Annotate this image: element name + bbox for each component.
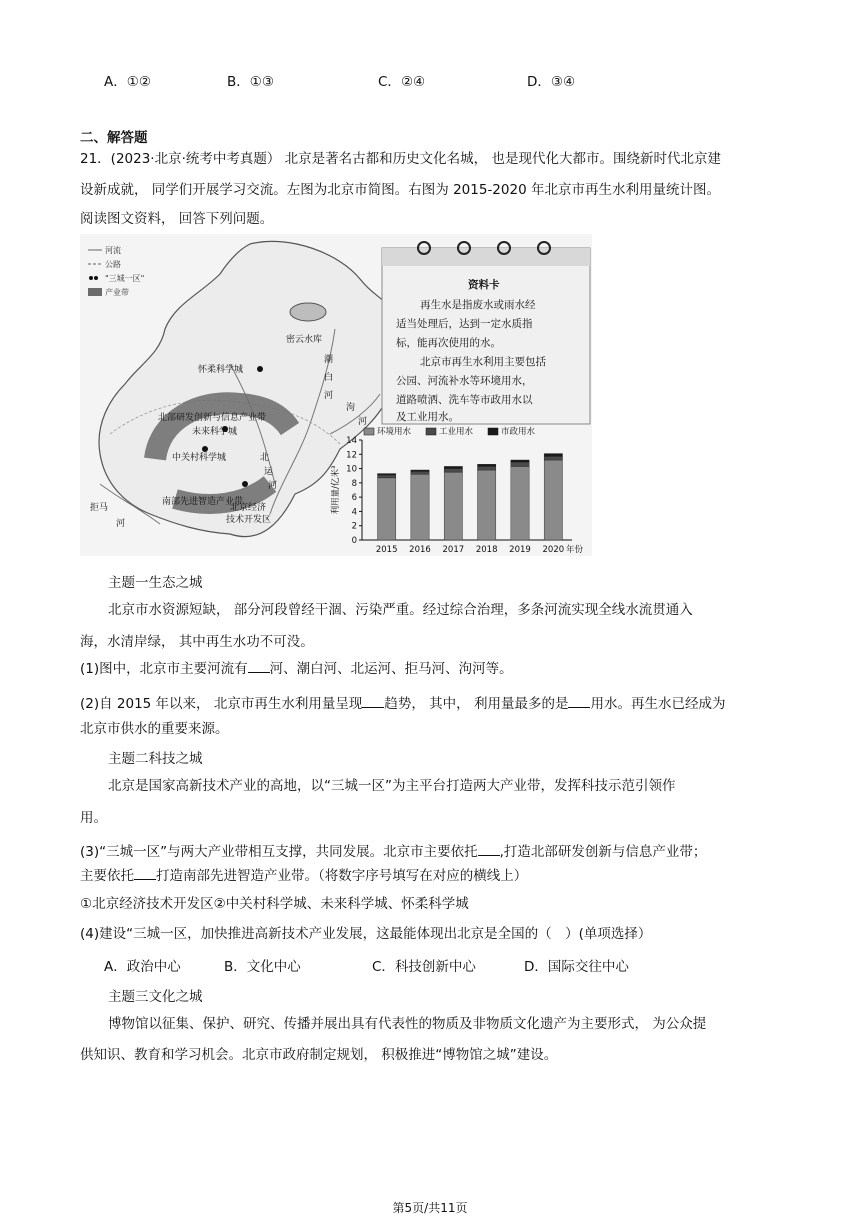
q2 [80, 692, 725, 712]
section-title: 二、解答题 [80, 130, 148, 146]
q2-line2: 北京市供水的重要来源。 [80, 721, 229, 737]
label-zhongguancun: 中关村科学城 [172, 453, 227, 463]
miyun-reservoir [290, 303, 326, 321]
option-a: A．①② [104, 74, 151, 90]
y-axis-label: 利用量/亿米³ [331, 465, 341, 515]
q4-option-d[interactable]: D．国际交往中心 [524, 959, 629, 975]
info-line-1: 再生水是指废水或雨水经 [420, 299, 536, 311]
theme1-p1: 北京市水资源短缺， 部分河段曾经干涸、污染严重。经过综合治理，多条河流实现全线水流贯通入 [108, 602, 693, 618]
label-miyun: 密云水库 [286, 335, 323, 345]
q1-post: 河、潮白河、北运河、拒马河、泃河等。 [269, 661, 513, 677]
theme1-p2: 海，水清岸绿， 其中再生水功不可没。 [80, 634, 314, 650]
bar-segment [378, 474, 396, 475]
q3-blank-1[interactable] [478, 843, 500, 856]
zhongguancun-dot [202, 446, 208, 452]
bar-segment [478, 466, 496, 470]
theme2-title: 主题二科技之城 [108, 751, 203, 767]
q3-a: (3)“三城一区”与两大产业带相互支撑，共同发展。北京市主要依托 [80, 844, 478, 860]
q4-option-c[interactable]: C．科技创新中心 [372, 959, 476, 975]
bar-segment [444, 466, 462, 468]
bar-segment [478, 470, 496, 540]
q3-blank-2[interactable] [134, 867, 156, 880]
q2-c: 用水。再生水已经成为 [590, 696, 726, 712]
q1 [80, 657, 513, 677]
beijing-figure [80, 234, 592, 556]
q3-options: ①北京经济技术开发区②中关村科学城、未来科学城、怀柔科学城 [80, 896, 469, 912]
x-tick-label: 2017 [442, 545, 465, 555]
legend-label: 环境用水 [377, 427, 412, 437]
bar-segment [511, 466, 529, 540]
info-card [382, 242, 590, 424]
y-tick-label: 2 [351, 521, 357, 532]
page-footer: 第5页/共11页 [392, 1201, 468, 1215]
legend-belt: 产业带 [105, 288, 129, 297]
y-tick-label: 4 [351, 507, 357, 518]
theme3-p1: 博物馆以征集、保护、研究、传播并展出具有代表性的物质及非物质文化遗产为主要形式， 为公众提 [108, 1016, 707, 1032]
y-tick-label: 6 [351, 493, 357, 504]
label-south-belt: 南部先进智造产业带 [162, 497, 244, 507]
question-intro-2: 设新成就， 同学们开展学习交流。左图为北京市简图。右图为 2015-2020 年北京市再生水利用量统计图。 [80, 182, 720, 198]
option-d: D．③④ [527, 74, 576, 90]
bar-segment [411, 471, 429, 474]
label-huairou: 怀柔科学城 [198, 365, 244, 375]
bar-segment [478, 464, 496, 466]
bar-segment [511, 462, 529, 466]
q1-pre: (1)图中，北京市主要河流有 [80, 661, 248, 677]
label-he4: 河 [116, 519, 126, 529]
info-line-3: 标，能再次使用的水。 [396, 337, 501, 349]
q1-blank[interactable] [248, 660, 270, 673]
q4: (4)建设“三城一区，加快推进高新技术产业发展，这最能体现出北京是全国的（ ）(单项选择） [80, 926, 652, 942]
legend-label: 工业用水 [439, 427, 474, 437]
label-juma: 拒马 [90, 503, 109, 513]
legend-swatch [364, 428, 374, 435]
legend-river: 河流 [105, 246, 121, 255]
bar-segment [444, 472, 462, 540]
q3-c: 主要依托 [80, 868, 134, 884]
bar-segment [411, 470, 429, 471]
info-line-7: 及工业用水。 [396, 411, 459, 423]
theme2-p1: 北京是国家高新技术产业的高地，以“三城一区”为主平台打造两大产业带，发挥科技示范引领作 [108, 778, 676, 794]
y-tick-label: 8 [351, 478, 357, 489]
bar-segment [411, 474, 429, 540]
q2-blank-1[interactable] [362, 695, 384, 708]
x-tick-label: 2015 [375, 545, 398, 555]
bar-segment [544, 454, 562, 457]
y-tick-label: 14 [346, 436, 357, 446]
y-tick-label: 10 [346, 464, 357, 475]
q3 [80, 840, 706, 860]
q2-blank-2[interactable] [568, 695, 590, 708]
legend-label: 市政用水 [501, 427, 536, 437]
x-tick-label: 2020 [542, 545, 565, 555]
label-etdz-1: 北京经济 [230, 503, 267, 513]
x-tick-label: 2016 [409, 545, 431, 555]
info-card-header [382, 248, 590, 266]
y-tick-label: 12 [346, 450, 357, 461]
bar-segment [378, 478, 396, 540]
legend-belt-swatch [88, 288, 102, 296]
x-axis-suffix: 年份 [566, 545, 584, 555]
huairou-dot [257, 366, 263, 372]
q3-line2 [80, 864, 527, 884]
label-bei: 北 [260, 453, 270, 463]
etdz-dot [242, 481, 248, 487]
label-yun: 运 [264, 467, 274, 477]
label-etdz-2: 技术开发区 [226, 515, 272, 525]
question-intro-3: 阅读图文资料， 回答下列问题。 [80, 211, 274, 227]
label-he2: 河 [268, 481, 278, 491]
info-line-2: 适当处理后，达到一定水质指 [396, 318, 533, 330]
question-intro-1: 21．(2023·北京·统考中考真题） 北京是著名古都和历史文化名城， 也是现代化大都市。围绕新时代北京建 [80, 151, 721, 167]
label-bai: 白 [324, 373, 334, 383]
label-ju: 泃 [346, 403, 356, 413]
q4-option-a[interactable]: A．政治中心 [104, 959, 181, 975]
q2-a: (2)自 2015 年以来， 北京市再生水利用量呈现 [80, 696, 363, 712]
x-tick-label: 2019 [509, 545, 531, 555]
q2-b: 趋势， 其中， 利用量最多的是 [384, 696, 569, 712]
theme3-title: 主题三文化之城 [108, 989, 203, 1005]
legend-city-swatch [89, 276, 93, 280]
info-line-5: 公园、河流补水等环境用水， [396, 375, 533, 387]
x-tick-label: 2018 [475, 545, 498, 555]
legend-city: "三城一区" [105, 274, 145, 283]
label-north-belt: 北部研发创新与信息产业带 [158, 413, 267, 423]
theme2-p2: 用。 [80, 810, 107, 826]
q3-d: 打造南部先进智造产业带。（将数字序号填写在对应的横线上） [156, 868, 528, 884]
legend-road: 公路 [105, 260, 121, 269]
info-line-6: 道路喷洒、洗车等市政用水以 [396, 394, 533, 406]
theme3-p2: 供知识、教育和学习机会。北京市政府制定规划， 积极推进“博物馆之城”建设。 [80, 1047, 558, 1063]
q4-option-b[interactable]: B．文化中心 [224, 959, 301, 975]
label-chao: 潮 [324, 355, 334, 365]
bar-segment [378, 475, 396, 478]
bar-segment [544, 456, 562, 460]
q3-b: ,打造北部研发创新与信息产业带； [499, 844, 707, 860]
option-c: C．②④ [378, 74, 426, 90]
option-b: B．①③ [227, 74, 274, 90]
legend-city-swatch-2 [94, 276, 98, 280]
bar-segment [544, 460, 562, 540]
legend-swatch [488, 428, 498, 435]
info-line-4: 北京市再生水利用主要包括 [420, 356, 546, 368]
bar-segment [444, 469, 462, 473]
legend-swatch [426, 428, 436, 435]
label-he3: 河 [358, 417, 368, 427]
info-card-title: 资料卡 [468, 279, 500, 291]
bar-segment [511, 460, 529, 462]
y-tick-label: 0 [351, 536, 357, 546]
label-weilai: 未来科学城 [192, 427, 238, 437]
label-he1: 河 [324, 391, 334, 401]
theme1-title: 主题一生态之城 [108, 575, 203, 591]
